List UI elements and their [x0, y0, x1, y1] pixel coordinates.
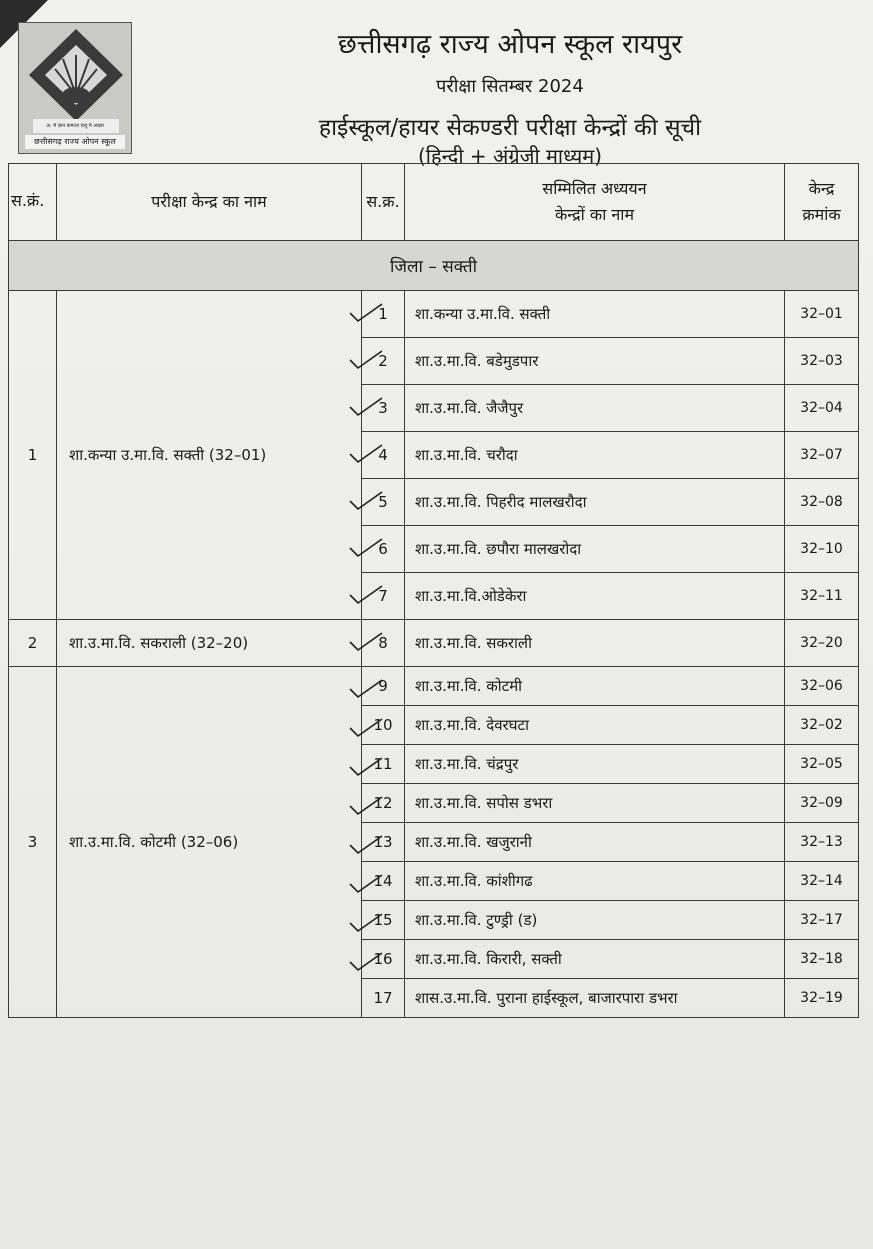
- check-mark-icon: [348, 583, 386, 605]
- center-code: 32–13: [785, 823, 859, 862]
- center-code: 32–14: [785, 862, 859, 901]
- study-serial: [362, 784, 405, 823]
- study-serial-number: 6: [378, 540, 388, 558]
- study-serial: [362, 432, 405, 479]
- study-serial-number: 13: [373, 833, 393, 851]
- check-mark-icon: [348, 395, 386, 417]
- study-serial: [362, 823, 405, 862]
- center-serial: 3: [9, 667, 57, 1018]
- center-code: 32–11: [785, 573, 859, 620]
- study-center-name: शा.उ.मा.वि.ओडेकेरा: [405, 573, 785, 620]
- medium-label: (हिन्दी + अंग्रेजी माध्यम): [417, 144, 602, 168]
- header-code-line1: केन्द्र: [808, 179, 835, 198]
- study-center-name: शा.उ.मा.वि. किरारी, सक्ती: [405, 940, 785, 979]
- study-serial-number: 11: [373, 755, 393, 773]
- study-serial-number: 16: [373, 950, 393, 968]
- study-serial: [362, 667, 405, 706]
- study-center-name: शा.उ.मा.वि. जैजैपुर: [405, 385, 785, 432]
- check-mark-icon: [348, 755, 386, 777]
- study-serial-number: 5: [378, 493, 388, 511]
- study-center-name: शा.उ.मा.वि. टुण्ड्री (ड): [405, 901, 785, 940]
- study-serial: [362, 385, 405, 432]
- center-serial: 1: [9, 291, 57, 620]
- center-name: शा.उ.मा.वि. सकराली (32–20): [57, 620, 362, 667]
- page-title: छत्तीसगढ़ राज्य ओपन स्कूल रायपुर: [337, 29, 683, 60]
- study-serial-number: 10: [373, 716, 393, 734]
- check-mark-icon: [348, 301, 386, 323]
- center-code: 32–07: [785, 432, 859, 479]
- study-center-name: शा.उ.मा.वि. कांशीगढ: [405, 862, 785, 901]
- study-center-name: शा.उ.मा.वि. देवरघटा: [405, 706, 785, 745]
- study-serial-number: 2: [378, 352, 388, 370]
- study-center-name: शा.उ.मा.वि. पिहरीद मालखरौदा: [405, 479, 785, 526]
- center-code: 32–04: [785, 385, 859, 432]
- study-serial: [362, 479, 405, 526]
- district-row: [9, 241, 859, 291]
- center-code: 32–19: [785, 979, 859, 1018]
- center-code: 32–03: [785, 338, 859, 385]
- study-serial-number: 3: [378, 399, 388, 417]
- study-serial: [362, 526, 405, 573]
- study-serial-number: 4: [378, 446, 388, 464]
- center-code: 32–02: [785, 706, 859, 745]
- study-serial: [362, 745, 405, 784]
- header-code-line2: क्रमांक: [802, 205, 841, 224]
- center-code: 32–01: [785, 291, 859, 338]
- check-mark-icon: [348, 489, 386, 511]
- header-study-centers: [405, 164, 785, 241]
- check-mark-icon: [348, 716, 386, 738]
- exam-centers-table: [8, 163, 859, 1018]
- table-header-row: [9, 164, 859, 241]
- center-code: 32–08: [785, 479, 859, 526]
- study-center-name: शा.उ.मा.वि. चरौदा: [405, 432, 785, 479]
- study-serial-number: 14: [373, 872, 393, 890]
- study-serial-number: 17: [373, 989, 393, 1007]
- study-serial-number: 12: [373, 794, 393, 812]
- table-row: [9, 620, 859, 667]
- study-serial: [362, 620, 405, 667]
- study-serial-number: 1: [378, 305, 388, 323]
- study-serial: [362, 706, 405, 745]
- center-code: 32–09: [785, 784, 859, 823]
- study-serial-number: 8: [378, 634, 388, 652]
- header-study-line1: सम्मिलित अध्ययन: [542, 179, 647, 198]
- center-name: शा.उ.मा.वि. कोटमी (32–06): [57, 667, 362, 1018]
- header-sn2: स.क्र.: [362, 164, 405, 241]
- check-mark-icon: [348, 348, 386, 370]
- center-code: 32–20: [785, 620, 859, 667]
- header-center-code: [785, 164, 859, 241]
- study-center-name: शा.उ.मा.वि. खजुरानी: [405, 823, 785, 862]
- table-row: [9, 291, 859, 338]
- header-center-name: परीक्षा केन्द्र का नाम: [57, 164, 362, 241]
- study-center-name: शा.उ.मा.वि. बडेमुडपार: [405, 338, 785, 385]
- study-center-name: शास.उ.मा.वि. पुराना हाईस्कूल, बाजारपारा डभरा: [405, 979, 785, 1018]
- study-center-name: शा.उ.मा.वि. सकराली: [405, 620, 785, 667]
- logo-name: छत्तीसगढ़ राज्य ओपन स्कूल: [25, 135, 125, 149]
- exam-title: परीक्षा सितम्बर 2024: [436, 76, 584, 97]
- list-title: हाईस्कूल/हायर सेकण्डरी परीक्षा केन्द्रों की सूची: [318, 115, 702, 141]
- district-label: जिला – सक्ती: [9, 241, 859, 291]
- check-mark-icon: [348, 950, 386, 972]
- study-serial: [362, 901, 405, 940]
- school-logo: [18, 22, 132, 154]
- study-center-name: शा.कन्या उ.मा.वि. सक्ती: [405, 291, 785, 338]
- study-center-name: शा.उ.मा.वि. चंद्रपुर: [405, 745, 785, 784]
- check-mark-icon: [348, 442, 386, 464]
- table-row: [9, 667, 859, 706]
- study-center-name: शा.उ.मा.वि. सपोस डभरा: [405, 784, 785, 823]
- study-center-name: शा.उ.मा.वि. कोटमी: [405, 667, 785, 706]
- study-serial: [362, 291, 405, 338]
- center-name: शा.कन्या उ.मा.वि. सक्ती (32–01): [57, 291, 362, 620]
- check-mark-icon: [348, 794, 386, 816]
- center-serial: 2: [9, 620, 57, 667]
- check-mark-icon: [348, 833, 386, 855]
- study-serial-number: 9: [378, 677, 388, 695]
- center-code: 32–18: [785, 940, 859, 979]
- check-mark-icon: [348, 536, 386, 558]
- study-serial-number: 15: [373, 911, 393, 929]
- header-study-line2: केन्द्रों का नाम: [554, 205, 635, 224]
- study-serial: [362, 338, 405, 385]
- center-code: 32–06: [785, 667, 859, 706]
- check-mark-icon: [348, 677, 386, 699]
- study-serial: [362, 573, 405, 620]
- header-sn: स.क्रं.: [9, 164, 57, 241]
- check-mark-icon: [348, 630, 386, 652]
- check-mark-icon: [348, 911, 386, 933]
- center-code: 32–05: [785, 745, 859, 784]
- study-serial-number: 7: [378, 587, 388, 605]
- study-center-name: शा.उ.मा.वि. छपौरा मालखरोदा: [405, 526, 785, 573]
- logo-motto: अ. मैं ज्ञान कमाता चलूं मैं अच्छा: [46, 123, 104, 129]
- center-code: 32–17: [785, 901, 859, 940]
- study-serial: [362, 940, 405, 979]
- study-serial: [362, 862, 405, 901]
- check-mark-icon: [348, 872, 386, 894]
- center-code: 32–10: [785, 526, 859, 573]
- study-serial: [362, 979, 405, 1018]
